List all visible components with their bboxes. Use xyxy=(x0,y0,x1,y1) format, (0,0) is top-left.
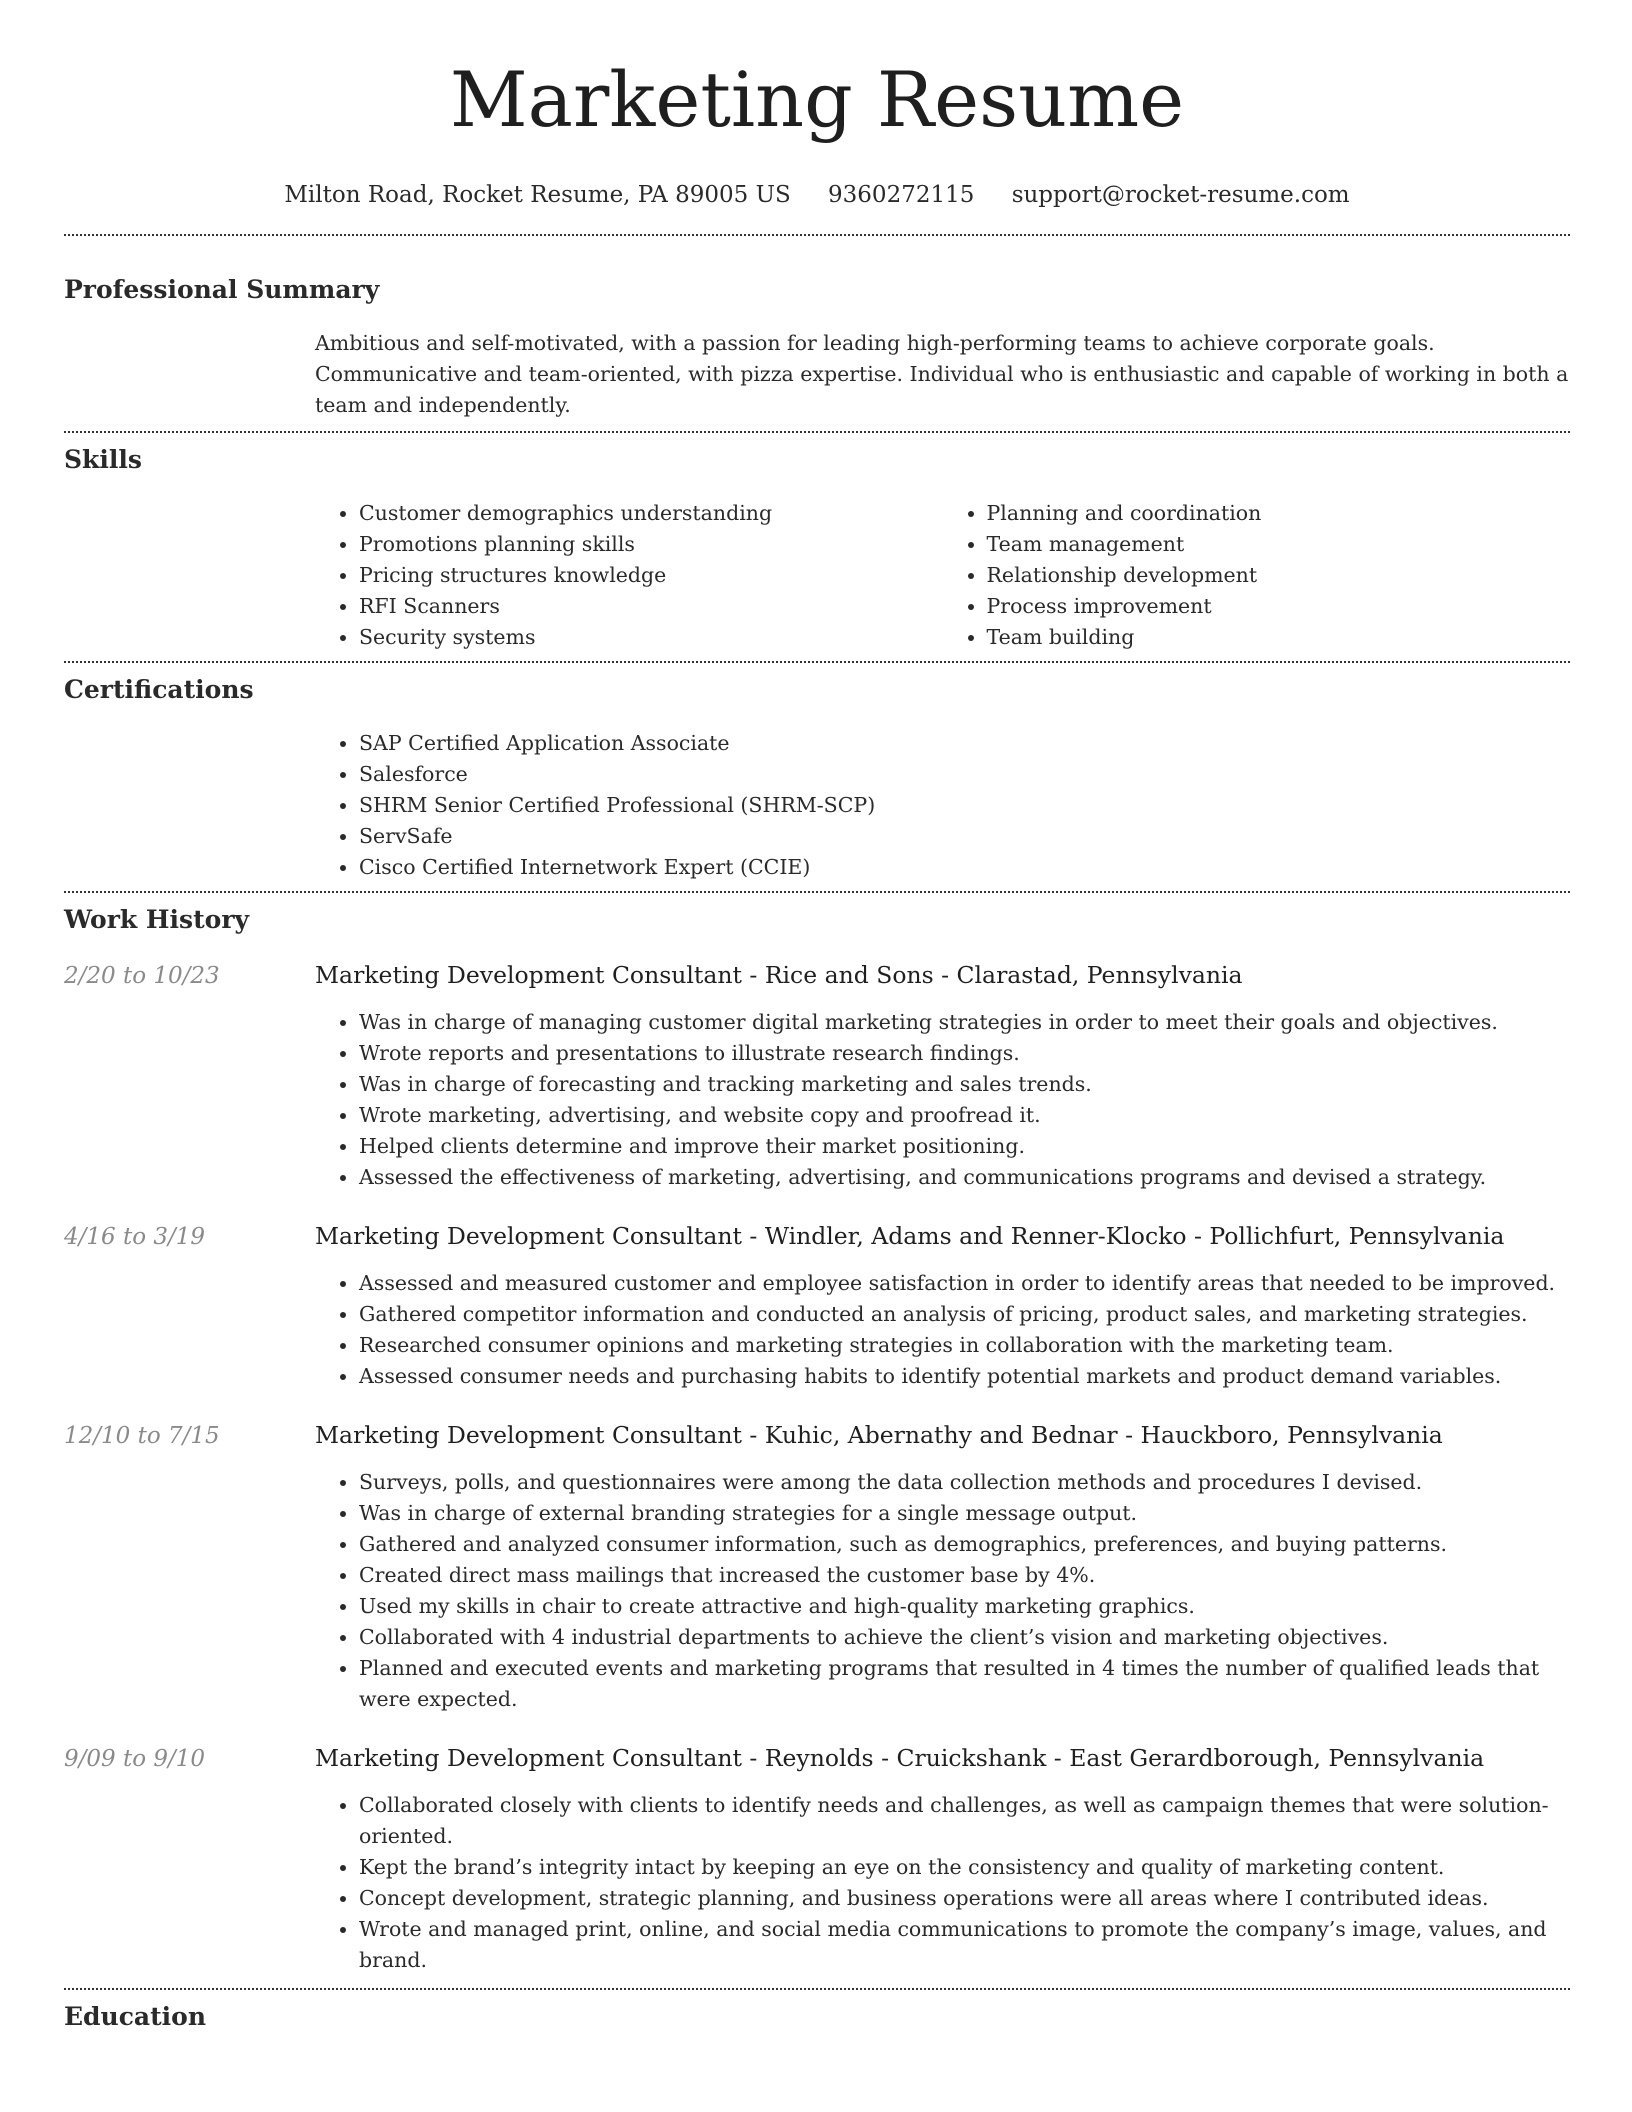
list-item: • Created direct mass mailings that increased the customer base by 4%. xyxy=(359,1560,1570,1591)
list-item: • Team building xyxy=(987,622,1571,653)
divider xyxy=(64,1988,1570,1990)
job-entry xyxy=(64,1418,1570,1715)
job-bullet-list xyxy=(315,1007,1570,1193)
divider xyxy=(64,234,1570,236)
job-bullets xyxy=(315,1268,1570,1392)
skills-section xyxy=(64,444,1570,653)
job-bullets xyxy=(315,1467,1570,1715)
job-entry xyxy=(64,1741,1570,1976)
list-item: • Assessed and measured customer and employee satisfaction in order to identify areas that needed to be improved. xyxy=(359,1268,1570,1299)
job-header xyxy=(64,1741,1570,1776)
work-history-section xyxy=(64,904,1570,1976)
list-item: • Was in charge of external branding strategies for a single message output. xyxy=(359,1498,1570,1529)
contact-line xyxy=(64,178,1570,212)
list-item: • Planning and coordination xyxy=(987,498,1571,529)
job-dates: 2/20 to 10/23 xyxy=(64,963,220,989)
list-item: • Used my skills in chair to create attractive and high-quality marketing graphics. xyxy=(359,1591,1570,1622)
list-item: • Cisco Certified Internetwork Expert (CCIE) xyxy=(359,852,1570,883)
resume-title: Marketing Resume xyxy=(449,55,1185,144)
list-item: • Wrote marketing, advertising, and website copy and proofread it. xyxy=(359,1100,1570,1131)
job-entry xyxy=(64,958,1570,1193)
list-item: • SHRM Senior Certified Professional (SHRM-SCP) xyxy=(359,790,1570,821)
skills-list-left xyxy=(315,498,943,653)
list-item: • Kept the brand’s integrity intact by keeping an eye on the consistency and quality of marketing content. xyxy=(359,1852,1570,1883)
list-item: • Customer demographics understanding xyxy=(359,498,943,529)
job-title: Marketing Development Consultant - Kuhic, Abernathy and Bednar - Hauckboro, Pennsylvania xyxy=(315,1421,1443,1449)
list-item: • Security systems xyxy=(359,622,943,653)
list-item: • Was in charge of managing customer digital marketing strategies in order to meet their goals and objectives. xyxy=(359,1007,1570,1038)
list-item: • Was in charge of forecasting and tracking marketing and sales trends. xyxy=(359,1069,1570,1100)
job-title: Marketing Development Consultant - Reynolds - Cruickshank - East Gerardborough, Pennsylvania xyxy=(315,1744,1485,1772)
job-dates: 4/16 to 3/19 xyxy=(64,1224,206,1250)
divider xyxy=(64,661,1570,663)
list-item: • RFI Scanners xyxy=(359,591,943,622)
list-item: • Assessed the effectiveness of marketing, advertising, and communications programs and devised a strategy. xyxy=(359,1162,1570,1193)
skills-grid xyxy=(315,498,1570,653)
list-item: • ServSafe xyxy=(359,821,1570,852)
summary-heading: Professional Summary xyxy=(64,275,380,304)
list-item: • Wrote reports and presentations to illustrate research findings. xyxy=(359,1038,1570,1069)
education-section xyxy=(64,2001,1570,2033)
list-item: • Promotions planning skills xyxy=(359,529,943,560)
job-bullet-list xyxy=(315,1467,1570,1715)
list-item: • Gathered and analyzed consumer information, such as demographics, preferences, and buying patterns. xyxy=(359,1529,1570,1560)
job-dates: 9/09 to 9/10 xyxy=(64,1746,206,1772)
list-item: • Assessed consumer needs and purchasing habits to identify potential markets and product demand variables. xyxy=(359,1361,1570,1392)
list-item: • Concept development, strategic planning, and business operations were all areas where I contributed ideas. xyxy=(359,1883,1570,1914)
job-bullets xyxy=(315,1007,1570,1193)
certifications-block xyxy=(315,728,1570,883)
job-title: Marketing Development Consultant - Rice and Sons - Clarastad, Pennsylvania xyxy=(315,961,1243,989)
list-item: • Collaborated closely with clients to identify needs and challenges, as well as campaign themes that were solution-oriented. xyxy=(359,1790,1570,1852)
job-bullet-list xyxy=(315,1268,1570,1392)
skills-list-right xyxy=(943,498,1571,653)
certifications-list xyxy=(315,728,1570,883)
job-bullet-list xyxy=(315,1790,1570,1976)
contact-address: Milton Road, Rocket Resume, PA 89005 US xyxy=(284,182,791,208)
certifications-section xyxy=(64,674,1570,883)
education-heading: Education xyxy=(64,2002,207,2031)
certifications-heading: Certifications xyxy=(64,675,254,704)
job-bullets xyxy=(315,1790,1570,1976)
job-entry xyxy=(64,1219,1570,1392)
resume-page xyxy=(64,0,1570,2033)
list-item: • Researched consumer opinions and marketing strategies in collaboration with the marketing team. xyxy=(359,1330,1570,1361)
contact-email: support@rocket-resume.com xyxy=(1011,182,1350,208)
summary-section xyxy=(64,274,1570,421)
divider xyxy=(64,431,1570,433)
job-dates: 12/10 to 7/15 xyxy=(64,1423,220,1449)
contact-phone: 9360272115 xyxy=(828,182,975,208)
job-title: Marketing Development Consultant - Windler, Adams and Renner-Klocko - Pollichfurt, Pennsylvania xyxy=(315,1222,1505,1250)
list-item: • Relationship development xyxy=(987,560,1571,591)
list-item: • Team management xyxy=(987,529,1571,560)
job-header xyxy=(64,1219,1570,1254)
summary-text: Ambitious and self-motivated, with a passion for leading high-performing teams to achieve corporate goals. Communicative and team-oriented, with pizza expertise. Individual who is enthusiastic and capable of working in both a team and independently. xyxy=(315,331,1569,417)
list-item: • Salesforce xyxy=(359,759,1570,790)
list-item: • Wrote and managed print, online, and social media communications to promote the company’s image, values, and brand. xyxy=(359,1914,1570,1976)
list-item: • SAP Certified Application Associate xyxy=(359,728,1570,759)
divider xyxy=(64,891,1570,893)
list-item: • Gathered competitor information and conducted an analysis of pricing, product sales, and marketing strategies. xyxy=(359,1299,1570,1330)
skills-heading: Skills xyxy=(64,445,142,474)
list-item: • Planned and executed events and marketing programs that resulted in 4 times the number of qualified leads that were expected. xyxy=(359,1653,1570,1715)
list-item: • Surveys, polls, and questionnaires were among the data collection methods and procedures I devised. xyxy=(359,1467,1570,1498)
job-header xyxy=(64,1418,1570,1453)
list-item: • Helped clients determine and improve their market positioning. xyxy=(359,1131,1570,1162)
work-history-heading: Work History xyxy=(64,905,250,934)
job-header xyxy=(64,958,1570,993)
list-item: • Pricing structures knowledge xyxy=(359,560,943,591)
list-item: • Process improvement xyxy=(987,591,1571,622)
list-item: • Collaborated with 4 industrial departments to achieve the client’s vision and marketing objectives. xyxy=(359,1622,1570,1653)
